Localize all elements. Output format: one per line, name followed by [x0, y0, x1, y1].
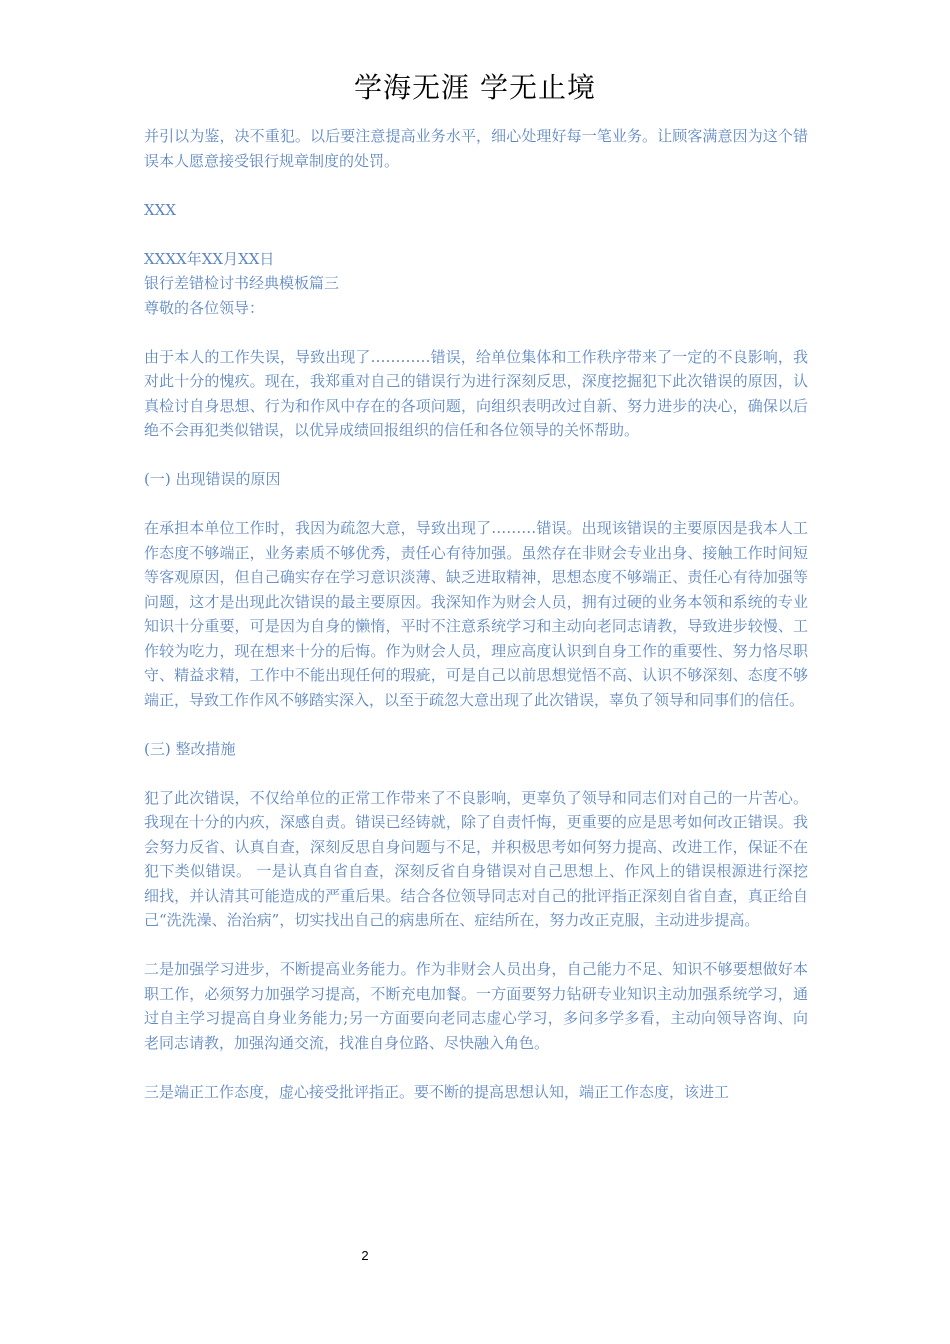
signature-date: XXXX年XX月XX日	[144, 249, 275, 268]
spacer	[144, 712, 808, 737]
paragraph-intro: 由于本人的工作失误，导致出现了…………错误，给单位集体和工作秩序带来了一定的不良影响，我对此十分的愧疚。现在，我郑重对自己的错误行为进行深刻反思，深度挖掘犯下此次错误的原因，认真检讨自身思想、行为和作风中存在的各项问题，向组织表明改过自新、努力进步的决心，确保以后绝不会再犯类似错误，以优异成绩回报组织的信任和各位领导的关怀帮助。	[144, 347, 808, 439]
section-title: 银行差错检讨书经典模板篇三	[144, 274, 340, 292]
heading-causes: (一) 出现错误的原因	[144, 470, 281, 488]
salutation: 尊敬的各位领导：	[144, 298, 265, 317]
page-number: 2	[361, 1248, 369, 1263]
signature-name: XXX	[144, 200, 177, 219]
paragraph-opening: 并引以为鉴，决不重犯。以后要注意提高业务水平，细心处理好每一笔业务。让顾客满意因为这个错误本人愿意接受银行规章制度的处罚。	[144, 127, 808, 170]
spacer	[144, 1055, 808, 1080]
spacer	[144, 933, 808, 958]
paragraph-measures-3: 三是端正工作态度，虚心接受批评指正。要不断的提高思想认知，端正工作态度，该进工	[144, 1082, 730, 1101]
page-header-title: 学海无涯 学无止境	[354, 71, 596, 104]
document-body	[144, 124, 808, 1104]
spacer	[144, 222, 808, 247]
spacer	[144, 173, 808, 198]
paragraph-causes: 在承担本单位工作时，我因为疏忽大意，导致出现了………错误。出现该错误的主要原因是我本人工作态度不够端正，业务素质不够优秀，责任心有待加强。虽然存在非财会专业出身、接触工作时间短等客观原因，但自己确实存在学习意识淡薄、缺乏进取精神，思想态度不够端正、责任心有待加强等问题，这才是出现此次错误的最主要原因。我深知作为财会人员，拥有过硬的业务本领和系统的专业知识十分重要，可是因为自身的懒惰，平时不注意系统学习和主动向老同志请教，导致进步较慢、工作较为吃力，现在想来十分的后悔。作为财会人员，理应高度认识到自身工作的重要性、努力恪尽职守、精益求精，工作中不能出现任何的瑕疵，可是自己以前思想觉悟不高、认识不够深刻、态度不够端正，导致工作作风不够踏实深入，以至于疏忽大意出现了此次错误，辜负了领导和同事们的信任。	[144, 519, 808, 709]
spacer	[144, 761, 808, 786]
paragraph-measures-2: 二是加强学习进步，不断提高业务能力。作为非财会人员出身，自己能力不足、知识不够要想做好本职工作，必须努力加强学习提高，不断充电加餐。一方面要努力钻研专业知识主动加强系统学习，通过自主学习提高自身业务能力;另一方面要向老同志虚心学习，多问多学多看，主动向领导咨询、向老同志请教，加强沟通交流，找准自身位路、尽快融入角色。	[144, 960, 808, 1052]
spacer	[144, 320, 808, 345]
paragraph-measures-1: 犯了此次错误，不仅给单位的正常工作带来了不良影响，更辜负了领导和同志们对自己的一片苦心。我现在十分的内疚，深感自责。错误已经铸就，除了自责忏悔，更重要的应是思考如何改正错误。我会努力反省、认真自查，深刻反思自身问题与不足，并积极思考如何努力提高、改进工作，保证不在犯下类似错误。 一是认真自省自查，深刻反省自身错误对自己思想上、作风上的错误根源进行深挖细找，并认清其可能造成的严重后果。结合各位领导同志对自己的批评指正深刻自省自查，真正给自己“洗洗澡、治治病”，切实找出自己的病患所在、症结所在，努力改正克服，主动进步提高。	[144, 788, 808, 929]
heading-measures: (三) 整改措施	[144, 739, 236, 758]
spacer	[144, 443, 808, 468]
spacer	[144, 492, 808, 517]
